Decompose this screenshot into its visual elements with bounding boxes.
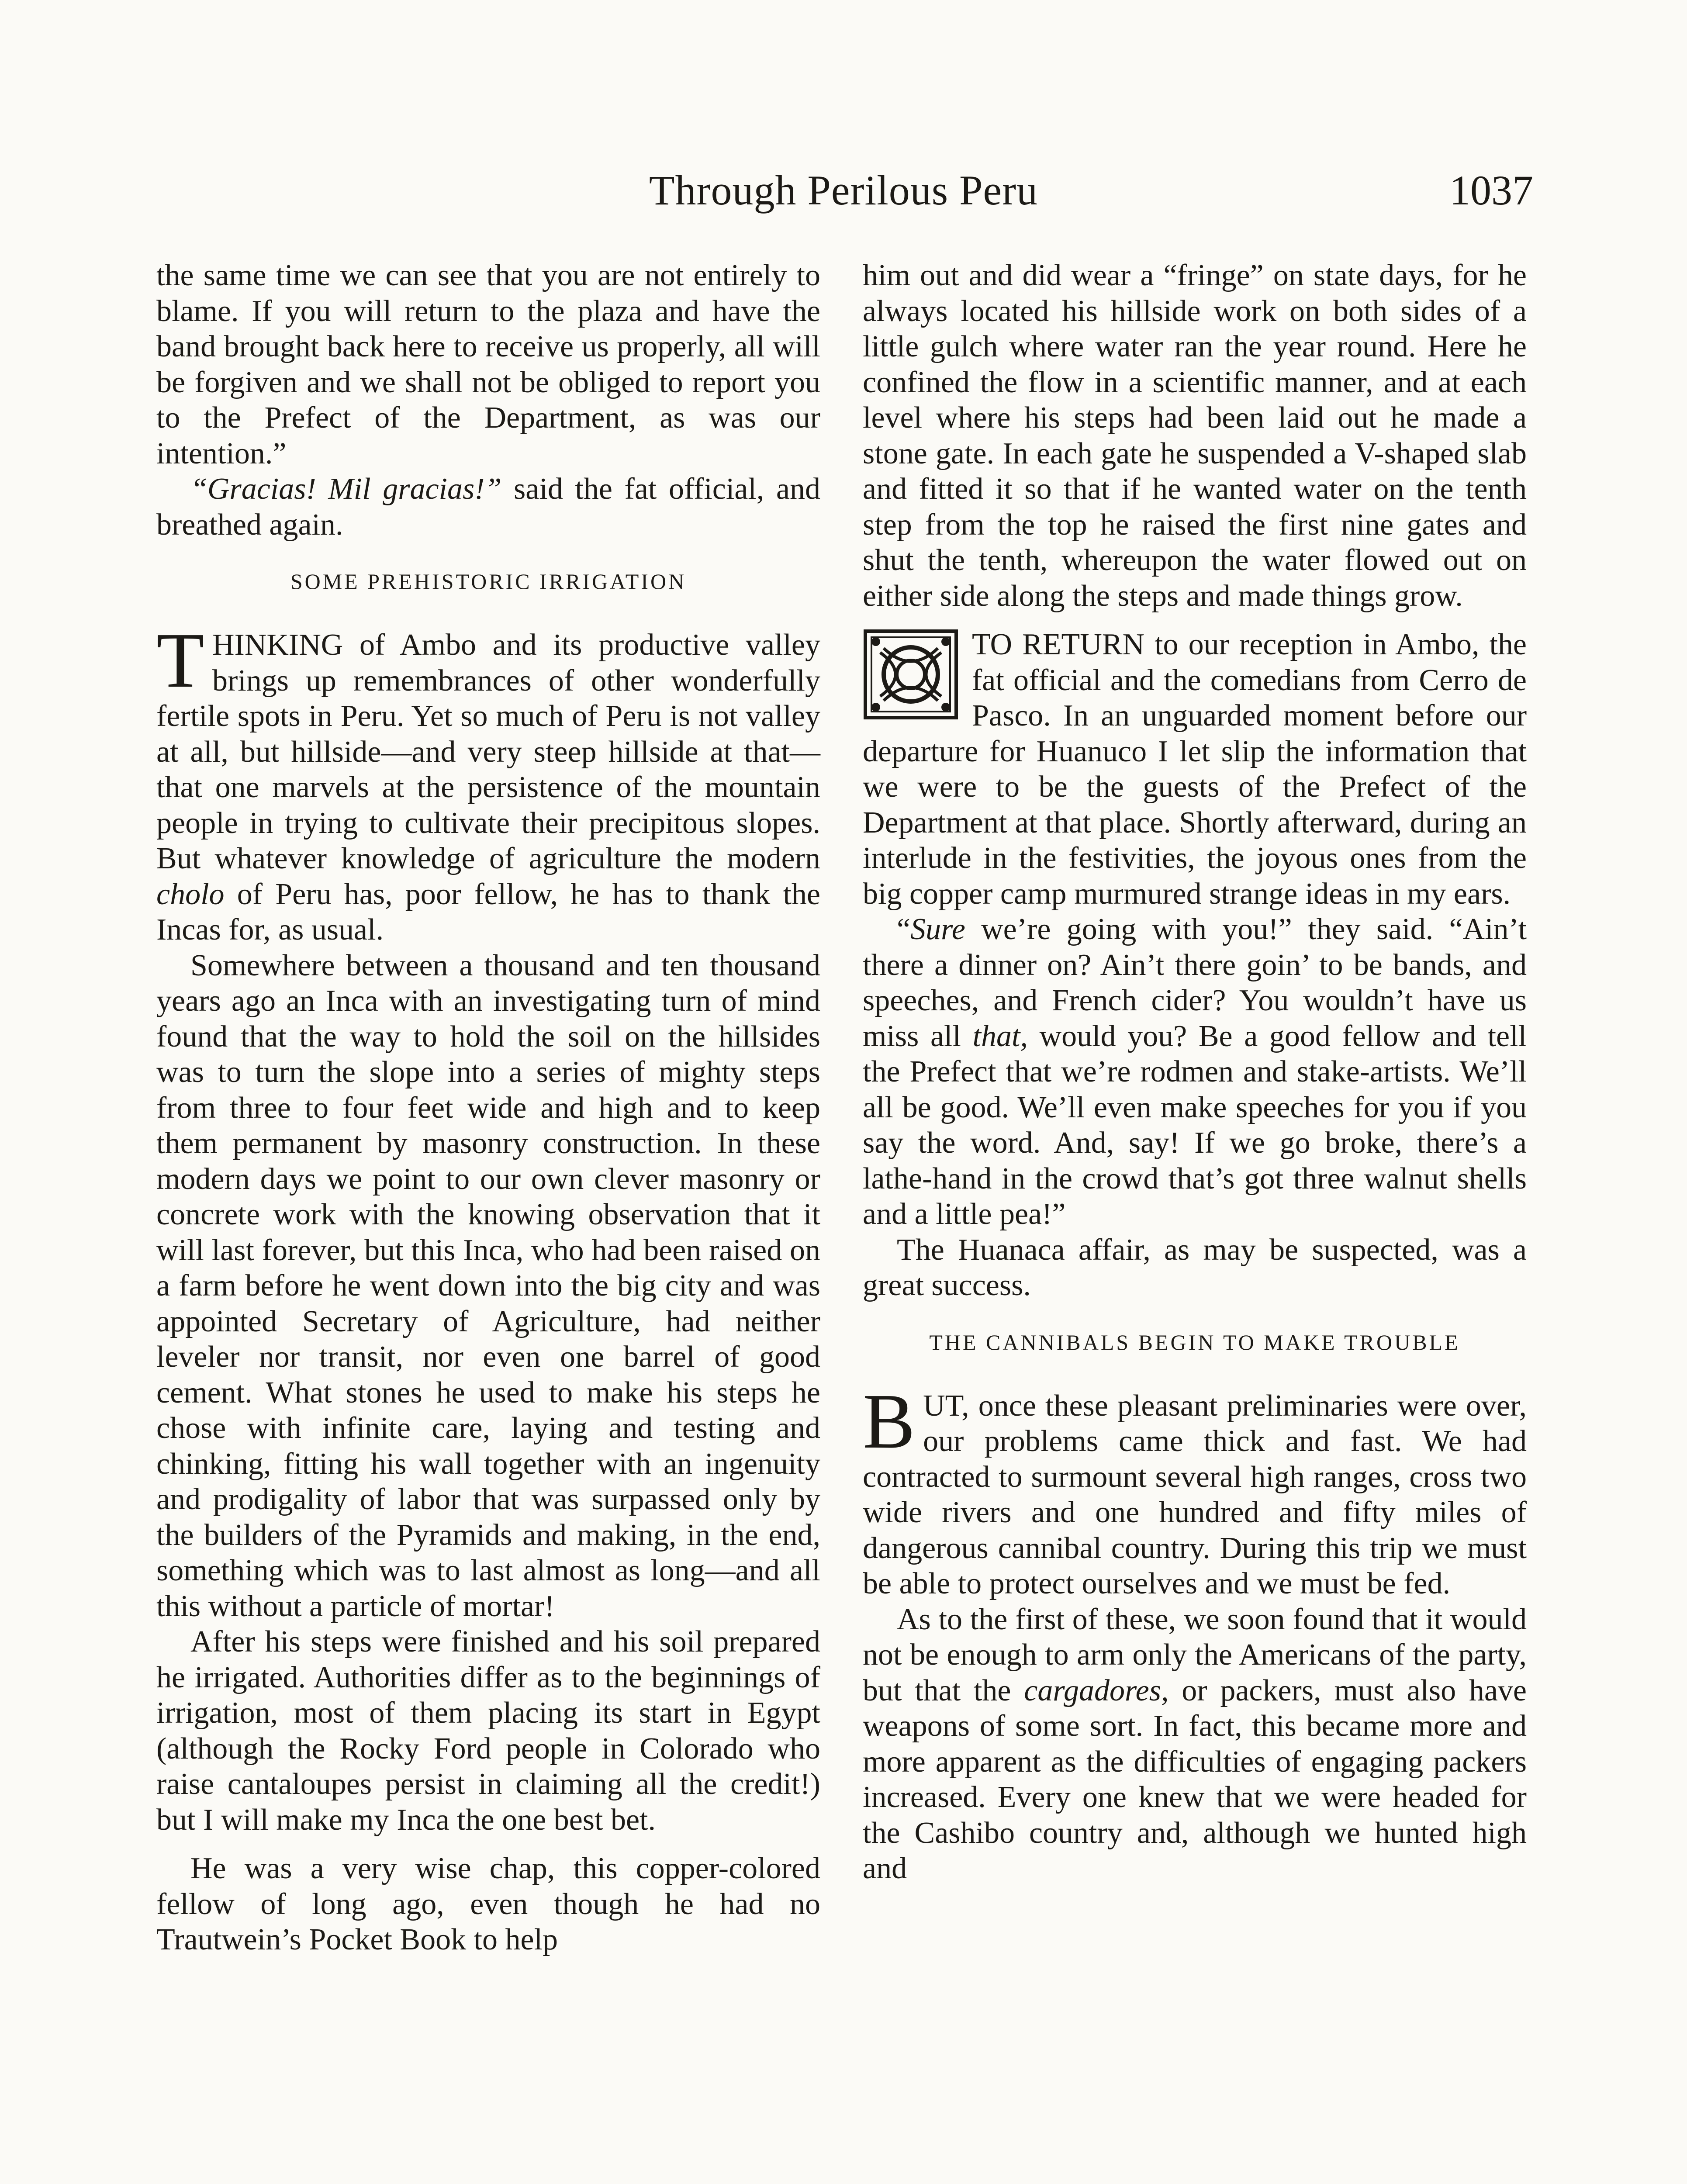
paragraph <box>863 912 1527 1232</box>
celtic-knot-ornament-icon <box>863 629 959 720</box>
text-span: As to the first of these, we soon found that it would not be enough to arm only the Americans of the party, but that the <box>863 1602 1527 1707</box>
section-heading: SOME PREHISTORIC IRRIGATION <box>290 569 687 594</box>
paragraph <box>863 1377 1527 1602</box>
paragraph: He was a very wise chap, this copper-colored fellow of long ago, even though he had no Trautwein’s Pocket Book to help <box>156 1852 820 1956</box>
text-span: said the fat official, and breathed again. <box>156 472 820 542</box>
text-span: we’re going with you!” they said. “Ain’t there a dinner on? Ain’t there goin’ to be bands, and speeches, and French cider? You wouldn’t have us miss all <box>863 912 1527 1053</box>
italic-text: “Gracias! Mil gracias!” <box>190 472 502 506</box>
paragraph: The Huanaca affair, as may be suspected, was a great success. <box>863 1233 1527 1302</box>
section-heading: THE CANNIBALS BEGIN TO MAKE TROUBLE <box>929 1330 1460 1355</box>
text-span: to our reception in Ambo, the fat official and the comedians from Cerro de Pasco. In an unguarded moment before our departure for Huanuco I let slip the information that we were to be the guests of the Prefect of the Department at that place. Shortly afterward, during an interlude in the festivities, the joyous ones from the big copper camp murmured strange ideas in my ears. <box>863 628 1527 911</box>
lead-in-text: UT, <box>923 1389 969 1423</box>
paragraph <box>156 617 820 948</box>
italic-text: cholo <box>156 877 225 911</box>
italic-text: Sure <box>910 912 965 946</box>
paragraph: the same time we can see that you are not entirely to blame. If you will return to the plaza and have the band brought back here to receive us properly, all will be forgiven and we shall not be obliged to report you to the Prefect of the Department, as was our intention.” <box>156 259 820 470</box>
paragraph <box>156 471 820 543</box>
paragraph <box>863 1602 1527 1887</box>
paragraph-gap <box>863 614 1527 627</box>
text-span: once these pleasant preliminaries were over, our problems came thick and fast. We had contracted to surmount several high ranges, cross two wide rivers and one hundred and fifty miles of dangerous cannibal country. During this trip we must be able to protect ourselves and we must be fed. <box>863 1389 1527 1600</box>
italic-text: cargadores, <box>1024 1673 1169 1707</box>
paragraph-gap <box>156 1838 820 1851</box>
drop-cap: T <box>156 617 204 704</box>
running-title: Through Perilous Peru <box>649 167 1038 214</box>
lead-in-text: HINKING <box>212 628 343 662</box>
page-number: 1037 <box>1449 167 1533 214</box>
text-span: “ <box>897 912 911 946</box>
text-span: or packers, must also have weapons of some sort. In fact, this became more and more apparent as the difficulties of engaging packers increased. Every one knew that we were headed for the Cashibo country and, although we hunted high and <box>863 1673 1527 1885</box>
paragraph <box>863 627 1527 912</box>
paragraph: After his steps were finished and his soil prepared he irrigated. Authorities differ as to the beginnings of irrigation, most of them placing its start in Egypt (although the Rocky Ford people in Colorado who raise cantaloupes persist in claiming all the credit!) but I will make my Inca the one best bet. <box>156 1625 820 1837</box>
text-span: would you? Be a good fellow and tell the Prefect that we’re rodmen and stake-artists. We’ll all be good. We’ll even make speeches for you if you say the word. And, say! If we go broke, there’s a lathe-hand in the crowd that’s got three walnut shells and a little pea!” <box>863 1019 1527 1231</box>
running-head <box>0 166 1687 218</box>
lead-in-text: TO RETURN <box>972 628 1145 661</box>
left-column <box>156 258 820 1958</box>
paragraph: Somewhere between a thousand and ten thousand years ago an Inca with an investigating turn of mind found that the way to hold the soil on the hillsides was to turn the slope into a series of mighty steps from three to four feet wide and high and to keep them permanent by masonry construction. In these modern days we point to our own clever masonry or concrete work with the knowing observation that it will last forever, but this Inca, who had been raised on a farm before he went down into the big city and was appointed Secretary of Agriculture, had neither leveler nor transit, nor even one barrel of good cement. What stones he used to make his steps he chose with infinite care, laying and testing and chinking, fitting his wall together with an ingenuity and prodigality of labor that was surpassed only by the builders of the Pyramids and making, in the end, something which was to last almost as long—and all this without a particle of mortar! <box>156 948 820 1623</box>
drop-cap: B <box>863 1377 916 1465</box>
paragraph: him out and did wear a “fringe” on state days, for he always located his hillside work on both sides of a little gulch where water ran the year round. Here he confined the flow in a scientific manner, and at each level where his steps had been laid out he made a stone gate. In each gate he suspended a V-shaped slab and fitted it so that if he wanted water on the tenth step from the top he raised the first nine gates and shut the tenth, whereupon the water flowed out on either side along the steps and made things grow. <box>863 259 1527 613</box>
right-column <box>863 258 1527 1887</box>
italic-text: that, <box>972 1019 1028 1053</box>
text-span: of Ambo and its productive valley brings up remembrances of other wonderfully fertile spots in Peru. Yet so much of Peru is not valley at all, but hillside—and very steep hillside at that—that one marvels at the persistence of the mountain people in trying to cultivate their precipitous slopes. But whatever knowledge of agriculture the modern <box>156 628 820 875</box>
text-span: of Peru has, poor fellow, he has to thank the Incas for, as usual. <box>156 877 820 947</box>
